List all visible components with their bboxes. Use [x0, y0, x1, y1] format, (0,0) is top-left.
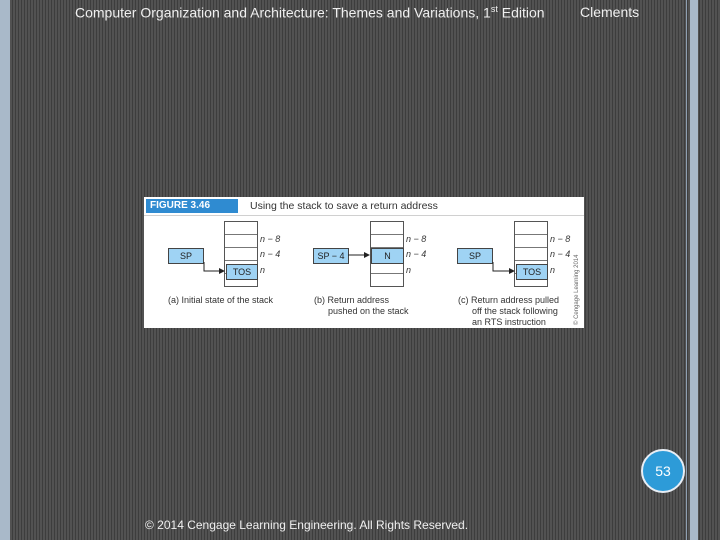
- offset-label: n: [406, 265, 412, 275]
- offset-label: n − 4: [550, 249, 571, 259]
- panel-c-caption-3: an RTS instruction: [472, 317, 546, 327]
- right-frame-bar: [690, 0, 698, 540]
- offset-label: n: [260, 265, 266, 275]
- figure-copyright: © Cengage Learning 2014: [574, 254, 580, 325]
- figure-caption: Using the stack to save a return address: [250, 200, 438, 212]
- sp-register-b: SP − 4: [313, 248, 349, 264]
- n-box-b: N: [371, 248, 404, 264]
- footer-copyright: © 2014 Cengage Learning Engineering. All Rights Reserved.: [145, 518, 469, 532]
- left-frame-bar: [0, 0, 10, 540]
- figure-label: FIGURE 3.46: [150, 200, 211, 211]
- sp-register-a: SP: [168, 248, 204, 264]
- panel-c-caption-2: off the stack following: [472, 306, 558, 316]
- tos-box-c: TOS: [516, 264, 548, 280]
- offset-label: n − 4: [406, 249, 427, 259]
- offset-label: n − 4: [260, 249, 281, 259]
- pointer-arrows: [144, 197, 584, 328]
- figure-3-46: [144, 197, 584, 328]
- panel-c-caption-1: (c) Return address pulled: [458, 295, 560, 305]
- sp-register-c: SP: [457, 248, 493, 264]
- offset-label: n − 8: [550, 234, 571, 244]
- page-number-badge: 53: [641, 449, 685, 493]
- sp-arrow-a: [204, 262, 224, 271]
- tos-box-a: TOS: [226, 264, 258, 280]
- panel-b-caption-1: (b) Return address: [314, 295, 390, 305]
- right-frame-line: [686, 0, 687, 540]
- offset-label: n − 8: [406, 234, 427, 244]
- book-title: Computer Organization and Architecture: Themes and Variations, 1st Edition: [75, 4, 545, 21]
- offset-label: n: [550, 265, 556, 275]
- offset-label: n − 8: [260, 234, 281, 244]
- author-name: Clements: [580, 4, 640, 20]
- panel-a-caption: (a) Initial state of the stack: [168, 295, 274, 305]
- sp-arrow-c: [493, 262, 514, 271]
- panel-b-caption-2: pushed on the stack: [328, 306, 409, 316]
